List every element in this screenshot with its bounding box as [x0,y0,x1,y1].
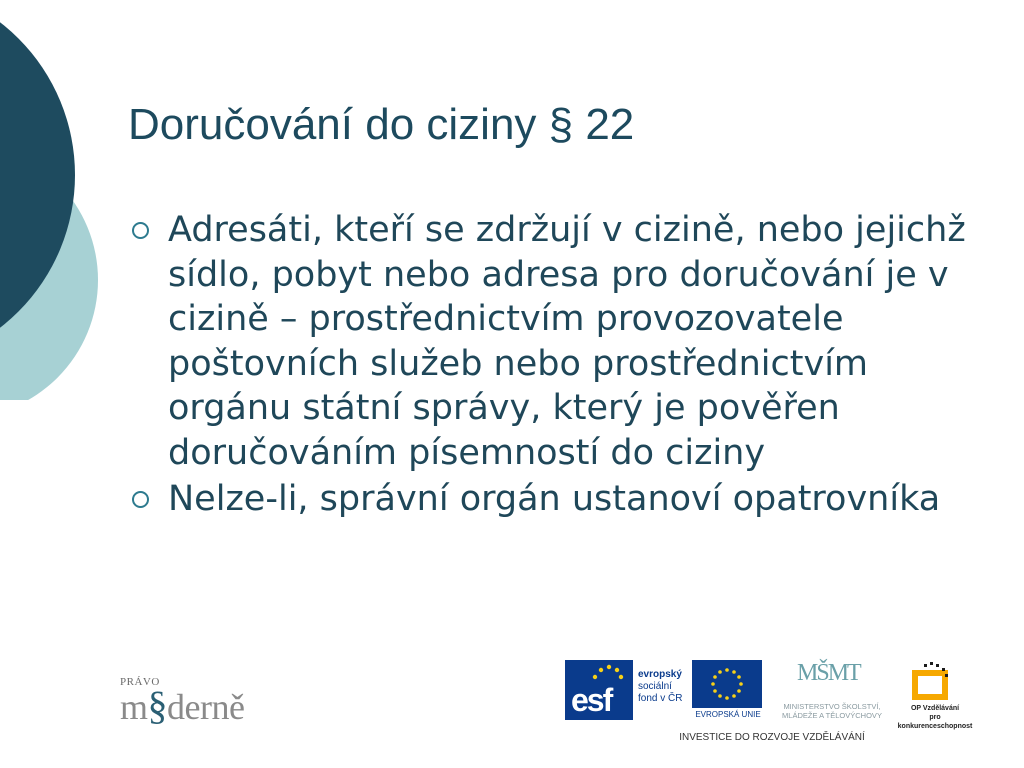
bullet-text: Nelze-li, správní orgán ustanoví opatrovníka [168,479,941,519]
bullet-circle-icon [128,477,168,521]
op-text [892,704,978,731]
eu-flag-icon [692,660,762,708]
corner-decoration [0,0,110,400]
investice-tagline: INVESTICE DO ROZVOJE VZDĚLÁVÁNÍ [679,732,865,743]
pravo-moderne-logo [120,676,285,728]
esf-description [638,669,696,705]
bullet-text: Adresáti, kteří se zdržují v cizině, nebo jejichž sídlo, pobyt nebo adresa pro doručování je v cizině – prostřednictvím provozovatele poštovních služeb nebo prostřednictvím orgánu státní správy, který je pověřen doručováním písemností do ciziny [168,210,966,473]
funding-logos [562,660,982,750]
esf-logo [565,660,633,720]
op-line: OP Vzdělávání [910,705,960,712]
slide-title: Doručování do ciziny § 22 [128,100,635,149]
esf-mark: esf [571,682,612,718]
op-logo-icon [910,662,952,702]
msmt-line: MINISTERSTVO ŠKOLSTVÍ, [783,702,881,711]
pravo-prefix: m [120,687,148,727]
pravo-small-label: PRÁVO [120,676,160,688]
eu-label: EVROPSKÁ UNIE [695,710,761,719]
bullet-list [128,208,1008,524]
bullet-item [128,477,1008,522]
esf-line: sociální [638,681,672,692]
msmt-text [767,702,897,720]
bullet-item [128,208,1008,475]
pravo-moderne-wordmark [120,682,244,729]
op-line: pro konkurenceschopnost [897,714,973,730]
esf-line: fond v ČR [638,693,683,704]
esf-line: evropský [638,669,682,680]
section-sign-icon: § [147,683,168,728]
msmt-logo: MŠMT [797,660,860,686]
msmt-line: MLÁDEŽE A TĚLOVÝCHOVY [782,711,882,720]
pravo-suffix: derně [167,687,245,727]
bullet-circle-icon [128,208,168,252]
